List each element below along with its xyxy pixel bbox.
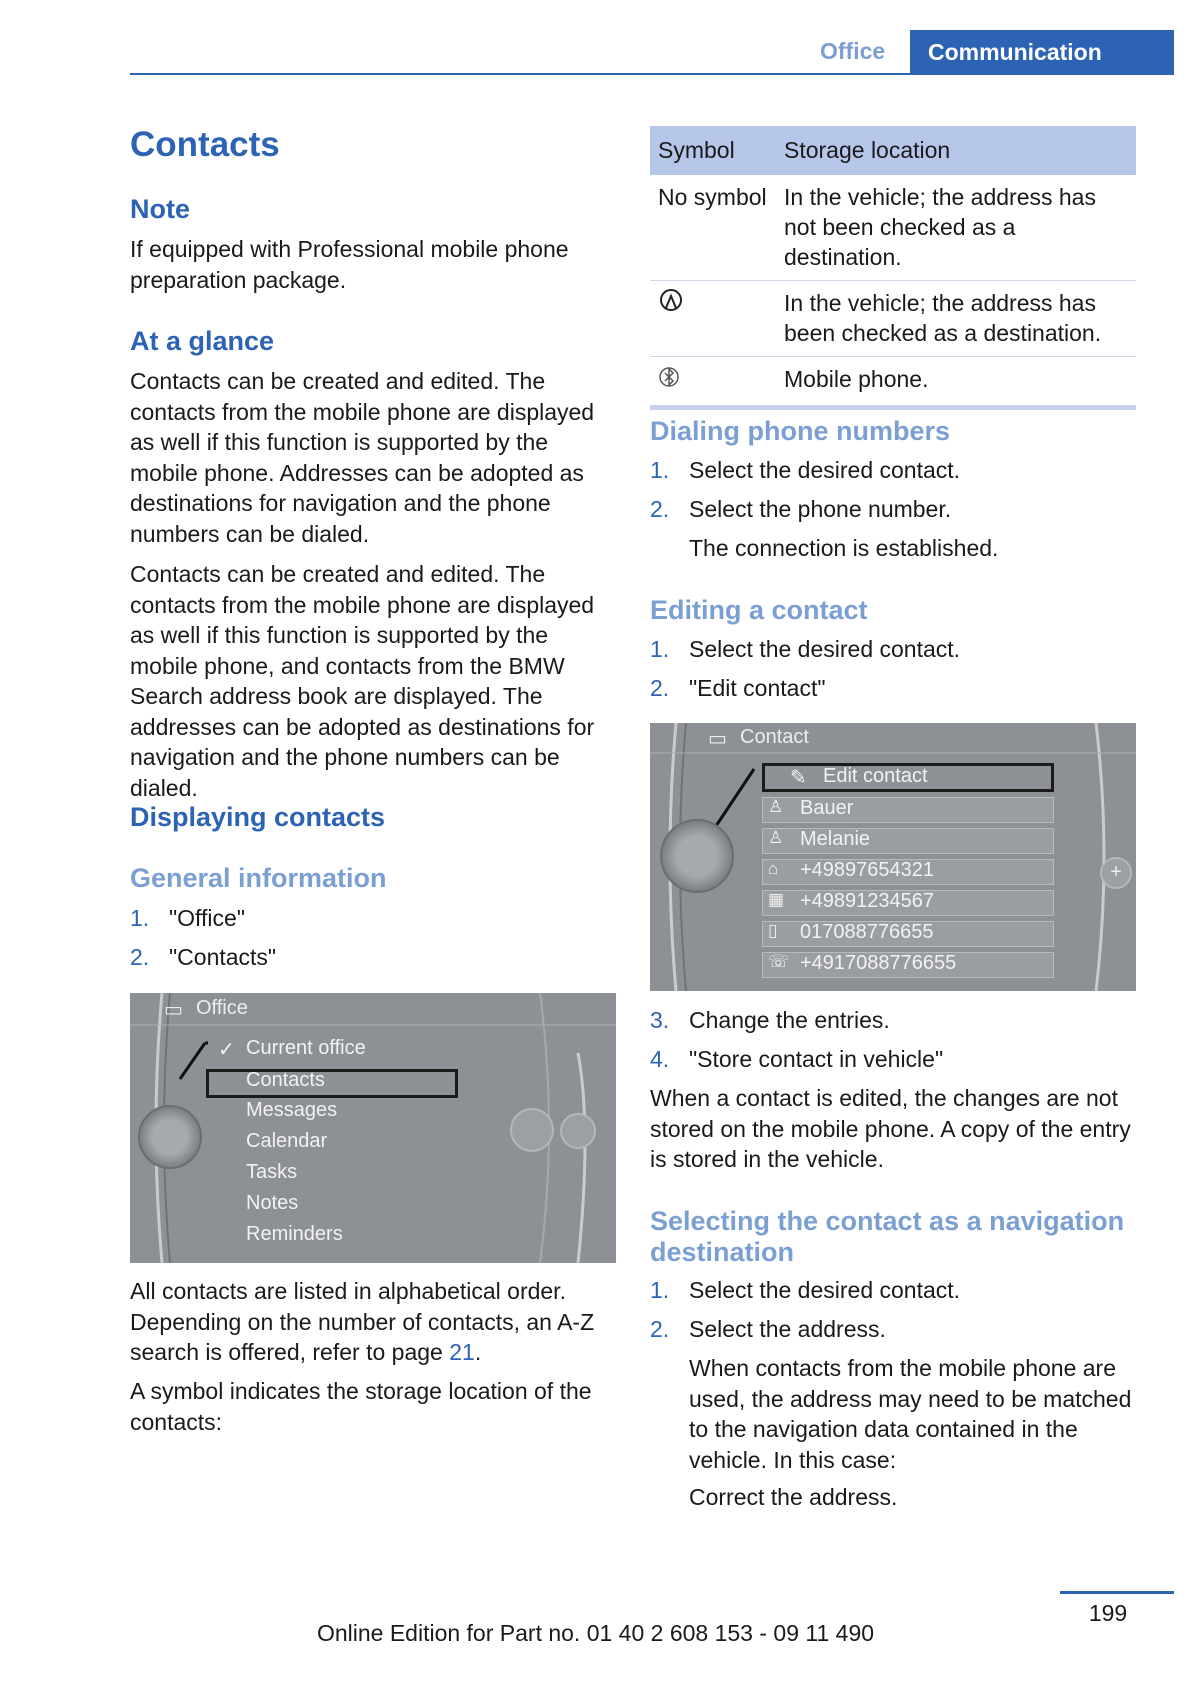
step-number: 2.	[650, 1316, 670, 1342]
menu-item-notes[interactable]: Notes	[246, 1192, 299, 1214]
step-number: 1.	[650, 636, 670, 662]
page-number: 199	[1088, 1600, 1128, 1626]
step-text: "Store contact in vehicle"	[689, 1046, 944, 1072]
destination-checked-icon	[658, 288, 684, 314]
header-section-office: Office	[820, 38, 886, 64]
step-number: 1.	[650, 1277, 670, 1303]
editing-heading: Editing a contact	[650, 595, 868, 625]
edit-pencil-icon: ✎	[790, 767, 807, 789]
office-phone-icon: ▦	[768, 890, 785, 909]
office-screen-title: Office	[196, 997, 248, 1019]
table-cell-symbol	[650, 357, 776, 408]
office-screen-icon: ▭	[164, 999, 183, 1021]
side-icon-right	[560, 1113, 596, 1149]
contact-screen-title: Contact	[740, 726, 809, 748]
at-a-glance-paragraph-1: Contacts can be created and edited. The contacts from the mobile phone are displayed as well if this function is supported by the mobile phone. Addresses can be adopted as destinations for navigation and the phone numbers can be dialed.	[130, 368, 595, 547]
at-a-glance-paragraph-2: Contacts can be created and edited. The contacts from the mobile phone are displayed as well if this function is supported by the mobile phone, and contacts from the BMW Search address book are displayed. The addresses can be adopted as destinations for navigation and the phone numbers can be dialed.	[130, 561, 595, 801]
navigation-destination-heading: Selecting the contact as a navigation destination	[650, 1206, 1125, 1267]
contact-field-mobile-number[interactable]: 017088776655	[800, 921, 934, 943]
table-row	[650, 281, 1136, 357]
controller-knob-icon	[138, 1105, 202, 1169]
note-text: If equipped with Professional mobile phone preparation package.	[130, 236, 569, 293]
alphabetical-order-text: All contacts are listed in alphabetical order. Depending on the number of contacts, an A-Z search is offered, refer to page	[130, 1278, 595, 1365]
storage-symbol-table	[650, 126, 1136, 410]
home-phone-icon: ⌂	[768, 859, 779, 878]
step-text: "Contacts"	[169, 944, 277, 970]
step-text: Select the desired contact.	[689, 457, 961, 483]
step-text: Select the desired contact.	[689, 1277, 961, 1303]
table-cell-location: In the vehicle; the address has not been checked as a destination.	[776, 175, 1136, 281]
mobile-phone-icon	[658, 364, 680, 390]
header-chapter-communication: Communication	[910, 30, 1174, 75]
step-text: Select the address.	[689, 1316, 886, 1342]
step-number: 2.	[130, 944, 150, 970]
step-number: 2.	[650, 675, 670, 701]
table-row	[650, 357, 1136, 408]
mobile-phone-icon: ▯	[768, 921, 778, 940]
person-icon: ♙	[768, 797, 784, 816]
step-text: "Edit contact"	[689, 675, 826, 701]
selection-highlight	[206, 1069, 458, 1098]
contact-field-first-name[interactable]: Melanie	[800, 828, 871, 850]
navigation-action: Correct the address.	[689, 1484, 898, 1510]
menu-item-calendar[interactable]: Calendar	[246, 1130, 328, 1152]
editing-note: When a contact is edited, the changes are not stored on the mobile phone. A copy of the entry is stored in the vehicle.	[650, 1085, 1131, 1172]
contact-screen-icon: ▭	[708, 728, 727, 750]
controller-knob-icon	[660, 819, 734, 893]
displaying-contacts-heading: Displaying contacts	[130, 802, 386, 832]
page-21-link[interactable]: 21	[449, 1339, 475, 1365]
step-number: 1.	[650, 457, 670, 483]
contact-menu-screenshot	[650, 723, 1136, 991]
table-header-row	[650, 126, 1136, 175]
alphabetical-order-end: .	[474, 1339, 482, 1365]
menu-item-current-office[interactable]: Current office	[246, 1037, 366, 1059]
table-row	[650, 175, 1136, 281]
menu-item-contacts[interactable]: Contacts	[246, 1069, 325, 1091]
person-icon: ♙	[768, 828, 784, 847]
at-a-glance-heading: At a glance	[130, 326, 275, 356]
step-text: "Office"	[169, 905, 245, 931]
table-cell-location: Mobile phone.	[776, 357, 1136, 408]
contact-field-home-number[interactable]: +49897654321	[800, 859, 935, 881]
menu-item-messages[interactable]: Messages	[246, 1099, 338, 1121]
table-cell-symbol: No symbol	[650, 175, 776, 281]
navigation-note: When contacts from the mobile phone are used, the address may need to be matched to the navigation data contained in the vehicle. In this case:	[689, 1355, 1132, 1473]
dialing-heading: Dialing phone numbers	[650, 416, 951, 446]
general-information-heading: General information	[130, 863, 387, 893]
menu-item-reminders[interactable]: Reminders	[246, 1223, 343, 1245]
menu-item-edit-contact[interactable]: Edit contact	[823, 765, 928, 787]
step-number: 3.	[650, 1007, 670, 1033]
alphabetical-order-paragraph	[130, 1276, 622, 1368]
step-text: Select the desired contact.	[689, 636, 961, 662]
step-text: Select the phone number.	[689, 496, 952, 522]
table-cell-location: In the vehicle; the address has been checked as a destination.	[776, 281, 1136, 357]
contact-field-last-name[interactable]: Bauer	[800, 797, 854, 819]
symbol-intro-paragraph: A symbol indicates the storage location of the contacts:	[130, 1378, 592, 1435]
step-number: 4.	[650, 1046, 670, 1072]
page-number-rule	[1060, 1591, 1174, 1594]
step-number: 1.	[130, 905, 150, 931]
phone-handset-icon: ☏	[768, 952, 790, 971]
note-heading: Note	[130, 194, 190, 224]
office-menu-screenshot	[130, 993, 616, 1263]
side-icon-left	[510, 1108, 554, 1152]
header-rule	[130, 73, 1174, 75]
page-title: Contacts	[130, 125, 280, 164]
dialing-result: The connection is established.	[689, 535, 999, 561]
table-header-symbol: Symbol	[650, 126, 776, 175]
footer-edition: Online Edition for Part no. 01 40 2 608 153 - 09 11 490	[316, 1620, 875, 1646]
checkmark-icon: ✓	[218, 1039, 235, 1061]
step-text: Change the entries.	[689, 1007, 890, 1033]
contact-field-office-number[interactable]: +49891234567	[800, 890, 935, 912]
table-cell-symbol	[650, 281, 776, 357]
contact-field-phone-number[interactable]: +4917088776655	[800, 952, 957, 974]
table-header-storage-location: Storage location	[776, 126, 1136, 175]
add-icon: +	[1100, 857, 1132, 889]
step-number: 2.	[650, 496, 670, 522]
menu-item-tasks[interactable]: Tasks	[246, 1161, 298, 1183]
